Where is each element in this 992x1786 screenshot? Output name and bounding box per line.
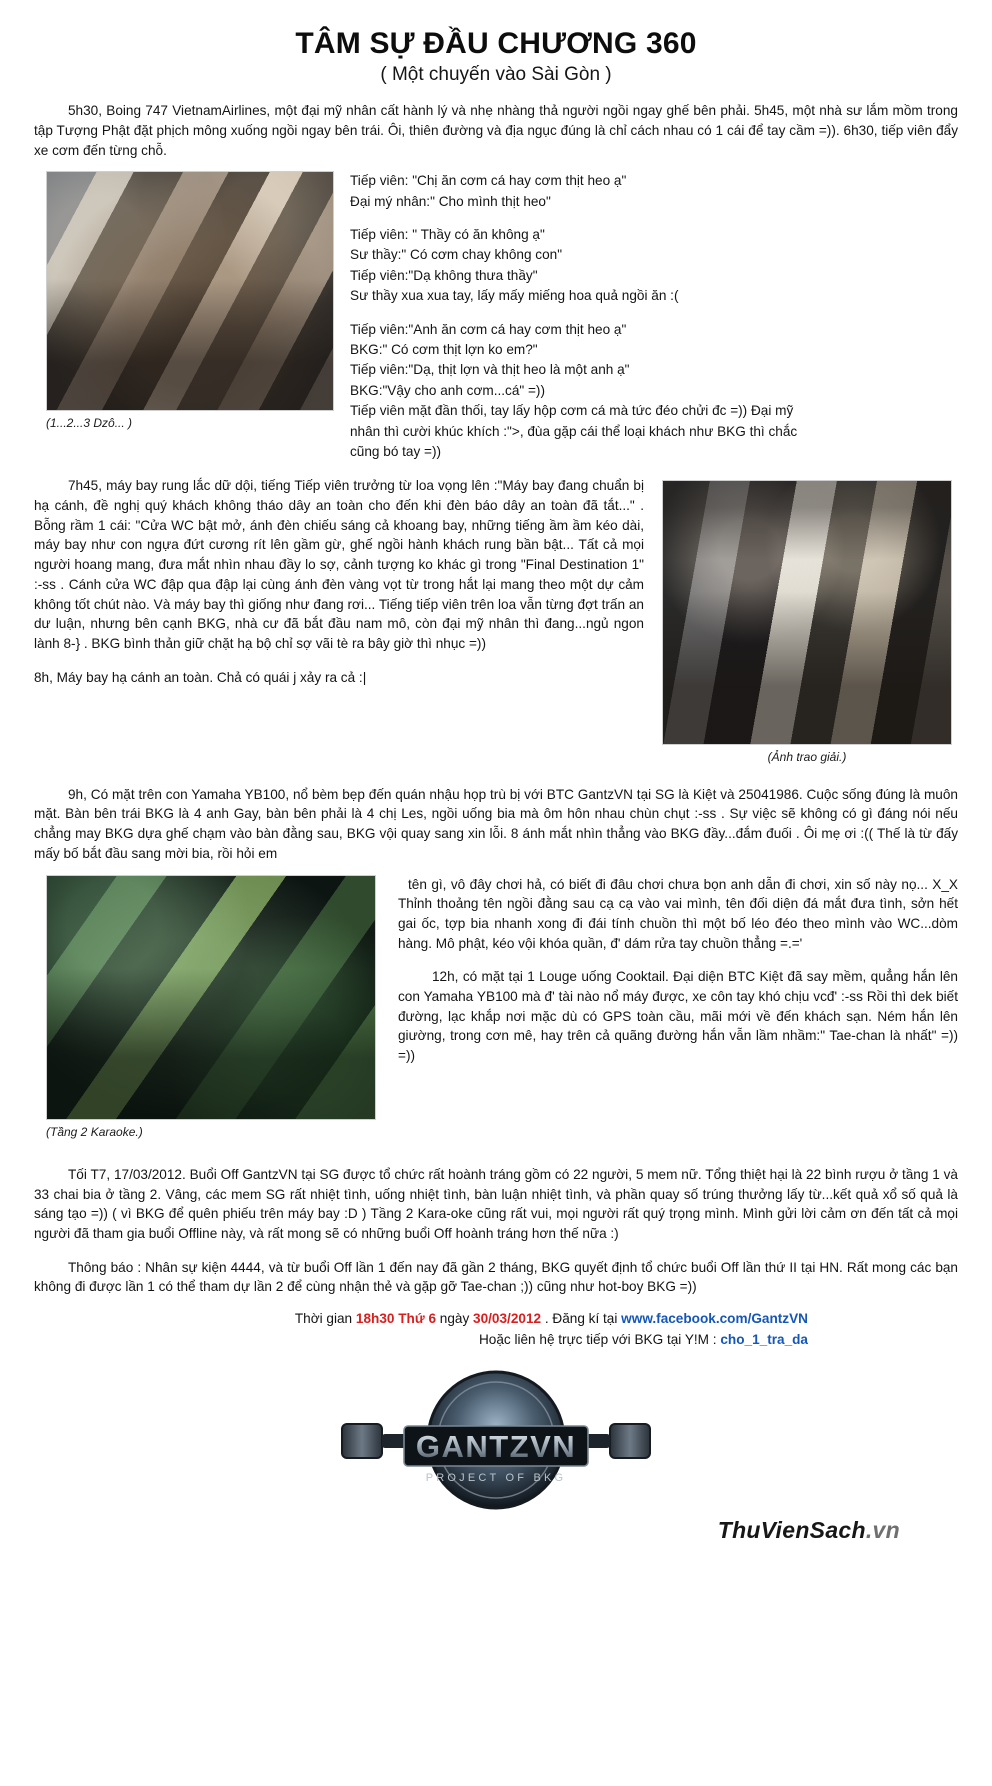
- section-karaoke: [34, 875, 958, 1147]
- dialogue-line: Tiếp viên mặt đần thối, tay lấy hộp cơm cá mà tức đéo chửi đc =)) Đại mỹ: [350, 403, 794, 419]
- notice-date-prefix: ngày: [436, 1311, 474, 1327]
- dialogue-line: nhân thì cười khúc khích :">, đùa gặp cái thể loại khách như BKG thì chắc: [350, 423, 798, 439]
- photo-karaoke: [46, 875, 376, 1120]
- ym-id[interactable]: cho_1_tra_da: [720, 1332, 808, 1348]
- section-flight: [34, 476, 958, 772]
- paragraph-12h: 12h, có mặt tại 1 Louge uống Cooktail. Đại diện BTC Kiệt đã say mềm, quẳng hắn lên con Yamaha YB100 mà đ' tài nào nổ máy được, xe côn tay khó chịu vcđ' :-ss Rồi thì dek biết đường, lạc khắp nơi mặc dù có GPS toàn cầu, mãi mới về đến khách sạn. Ném hắn lên giường, trong cơn mê, hay trên cả quãng đường hắn vẫn lầm nhầm:" Tae-chan là nhất" =)) =)): [398, 969, 958, 1064]
- dialogue-spacer: [350, 212, 958, 225]
- notice-line-1: [34, 1308, 808, 1329]
- figure-award: [662, 480, 952, 764]
- figure-karaoke: [46, 875, 376, 1139]
- paragraph-thong-bao: Thông báo : Nhân sự kiện 4444, và từ buổi Off lần 1 đến nay đã gần 2 tháng, BKG quyết định tổ chức buổi Off lần thứ II tại HN. Rất mong các bạn không đi được lần 1 có thể tham dự lần 2 để cùng nhận thẻ và gặp gỡ Tae-chan ;)) cũng như hot-boy BKG =)): [34, 1259, 958, 1295]
- paragraph-ten-gi: tên gì, vô đây chơi hả, có biết đi đâu chơi chưa bọn anh dẫn đi chơi, xin số này nọ... X_X Thỉnh thoảng tên ngồi đằng sau cạ cạ vào vai mình, tên đối diện đá mắt đưa tình, sởn hết gai ốc, tợp bia nhanh xong đi đái tính chuồn thì một bố léo đéo theo mình vào WC...dòm hàng. Mô phật, kéo vội khóa quần, đ' dám rửa tay chuồn thẳng =.=': [398, 876, 958, 951]
- figure-party: [46, 171, 334, 430]
- gantzvn-logo: [286, 1368, 706, 1518]
- paragraph-9h: 9h, Có mặt trên con Yamaha YB100, nổ bèm bẹp đến quán nhậu họp trù bị với BTC GantzVN tại SG là Kiệt và 25041986. Cuộc sống đúng là muôn mặt. Bàn bên trái BKG là 4 anh Gay, bàn bên phải là 4 chị Les, ngồi uống bia mà ôm hôn nhau chùn chụt :-ss . Sự việc sẽ không có gì đáng nói nếu chẳng may BKG dựa ghế chạm vào bàn đằng sau, BKG vội quay sang xin lỗi. 8 ánh mắt nhìn thẳng vào BKG đầy...đắm đuối . Ôi mẹ ơi :(( Thế là từ đấy mấy bố bắt đầu sang mời bia, rồi hỏi em: [34, 786, 958, 861]
- paragraph-7h45: 7h45, máy bay rung lắc dữ dội, tiếng Tiếp viên trưởng từ loa vọng lên :"Máy bay đang chuẩn bị hạ cánh, đề nghị quý khách không tháo dây an toàn cho đến khi đèn báo dây an toàn đã tắt..." . Bỗng rầm 1 cái: "Cửa WC bật mở, ánh đèn chiếu sáng cả khoang bay, những tiếng ầm ầm kéo dài, máy bay như con ngựa đứt cương rít lên gầm gừ, ghế ngồi hành khách rung bần bật... Tất cả mọi người hoang mang, đưa mắt nhìn nhau đầy lo sợ, cảnh tượng ko khác gì trong "Final Destination 1" :-ss . Cánh cửa WC đập qua đập lại cùng ánh đèn vàng vọt từ trong hắt lại mang theo một dự cảm không tốt chút nào. Và máy bay thì giống như đang rơi... Tiếng tiếp viên trên loa vẫn từng đợt trấn an dư luận, nhưng bên cạnh BKG, nhà cư đã bắt đầu nam mô, còn đại mỹ nhân thì đang...ngủ ngon lành 8-} . BKG bình thản giữ chặt hạ bộ chỉ sợ vãi tè ra bây giờ thì nhục =)): [34, 478, 644, 651]
- caption-party: (1...2...3 Dzô... ): [46, 416, 133, 431]
- dialogue-line: Sư thầy:" Có cơm chay không con": [350, 247, 563, 263]
- dialogue-line: Tiếp viên:"Anh ăn cơm cá hay cơm thịt heo ạ": [350, 321, 627, 337]
- page-subtitle: ( Một chuyến vào Sài Gòn ): [380, 64, 612, 86]
- dialogue-line: cũng bó tay =)): [350, 443, 442, 459]
- dialogue-line: Đại mý nhân:" Cho mình thịt heo": [350, 193, 551, 209]
- watermark: [718, 1517, 900, 1544]
- dialogue-line: Sư thầy xua xua tay, lấy mấy miếng hoa quả ngồi ăn :(: [350, 288, 679, 304]
- caption-award: (Ảnh trao giải.): [767, 750, 847, 765]
- notice-time-prefix: Thời gian: [294, 1311, 356, 1327]
- notice-line-2: [34, 1329, 808, 1350]
- dialogue-line: Tiếp viên: " Thầy có ăn không ạ": [350, 227, 545, 243]
- paragraph-toi-t7: Tối T7, 17/03/2012. Buổi Off GantzVN tại SG được tổ chức rất hoành tráng gồm có 22 người, 5 mem nữ. Tổng thiệt hại là 22 bình rượu ở tầng 1 và 33 chai bia ở tầng 2. Vâng, các mem SG rất nhiệt tình, uống nhiệt tình, bàn luận nhiệt tình, và phần quay số trúng thưởng lấy từ...kết quả xổ số quả là sáng tạo =)) ( vì BKG để quên phiếu trên máy bay :D ) Tầng 2 Kara-oke cũng rất vui, mọi người rất quý trọng mình. Mình gửi lời cảm ơn đến tất cả mọi người đã tham gia buổi Offline này, và rất mong sẽ có những buổi Off hoành tráng hơn thế nữa :): [34, 1166, 958, 1242]
- dialogue-spacer: [350, 307, 958, 320]
- notice-time: 18h30 Thứ 6: [355, 1311, 436, 1327]
- paragraph-8h: 8h, Máy bay hạ cánh an toàn. Chả có quái j xảy ra cả :|: [34, 669, 367, 685]
- footer-logo-area: [34, 1368, 958, 1548]
- logo-tagline-text: PROJECT OF BKG: [425, 1472, 567, 1485]
- dialogue-line: Tiếp viên:"Dạ, thịt lợn và thịt heo là một anh ạ": [350, 362, 630, 378]
- watermark-part2: .vn: [865, 1517, 900, 1544]
- event-notice: [34, 1308, 958, 1350]
- notice-date: 30/03/2012: [473, 1311, 542, 1327]
- logo-brand-text: GANTZVN: [415, 1429, 577, 1465]
- photo-award: [662, 480, 952, 745]
- dialogue-line: Tiếp viên:"Dạ không thưa thầy": [350, 267, 538, 283]
- watermark-part1: ThuVienSach: [717, 1517, 866, 1544]
- dialogue-line: Tiếp viên: "Chị ăn cơm cá hay cơm thịt heo ạ": [350, 173, 627, 189]
- photo-party: [46, 171, 334, 411]
- caption-karaoke: (Tầng 2 Karaoke.): [46, 1124, 143, 1139]
- facebook-link[interactable]: www.facebook.com/GantzVN: [621, 1311, 808, 1327]
- dialogue-line: BKG:"Vậy cho anh cơm...cá" =)): [350, 382, 545, 398]
- notice-register-text: . Đăng kí tại: [541, 1311, 622, 1327]
- page-title: TÂM SỰ ĐẦU CHƯƠNG 360: [295, 27, 697, 60]
- dialogue-line: BKG:" Có cơm thịt lợn ko em?": [350, 341, 538, 357]
- notice-ym-prefix: Hoặc liên hệ trực tiếp với BKG tại Y!M :: [478, 1332, 721, 1348]
- section-dialogue: [34, 171, 958, 462]
- dialogue-column: [350, 171, 958, 462]
- intro-paragraph: 5h30, Boing 747 VietnamAirlines, một đại mỹ nhân cất hành lý và nhẹ nhàng thả người ngồi ngay ghế bên phải. 5h45, một nhà sư lắm mồm trong tập Tượng Phật đặt phịch mông xuống ngồi ngay bên trái. Ôi, thiên đường và địa ngục đúng là chỉ cách nhau có 1 cái để tay cầm =)). 6h30, tiếp viên đẩy xe cơm đến từng chỗ.: [34, 103, 958, 158]
